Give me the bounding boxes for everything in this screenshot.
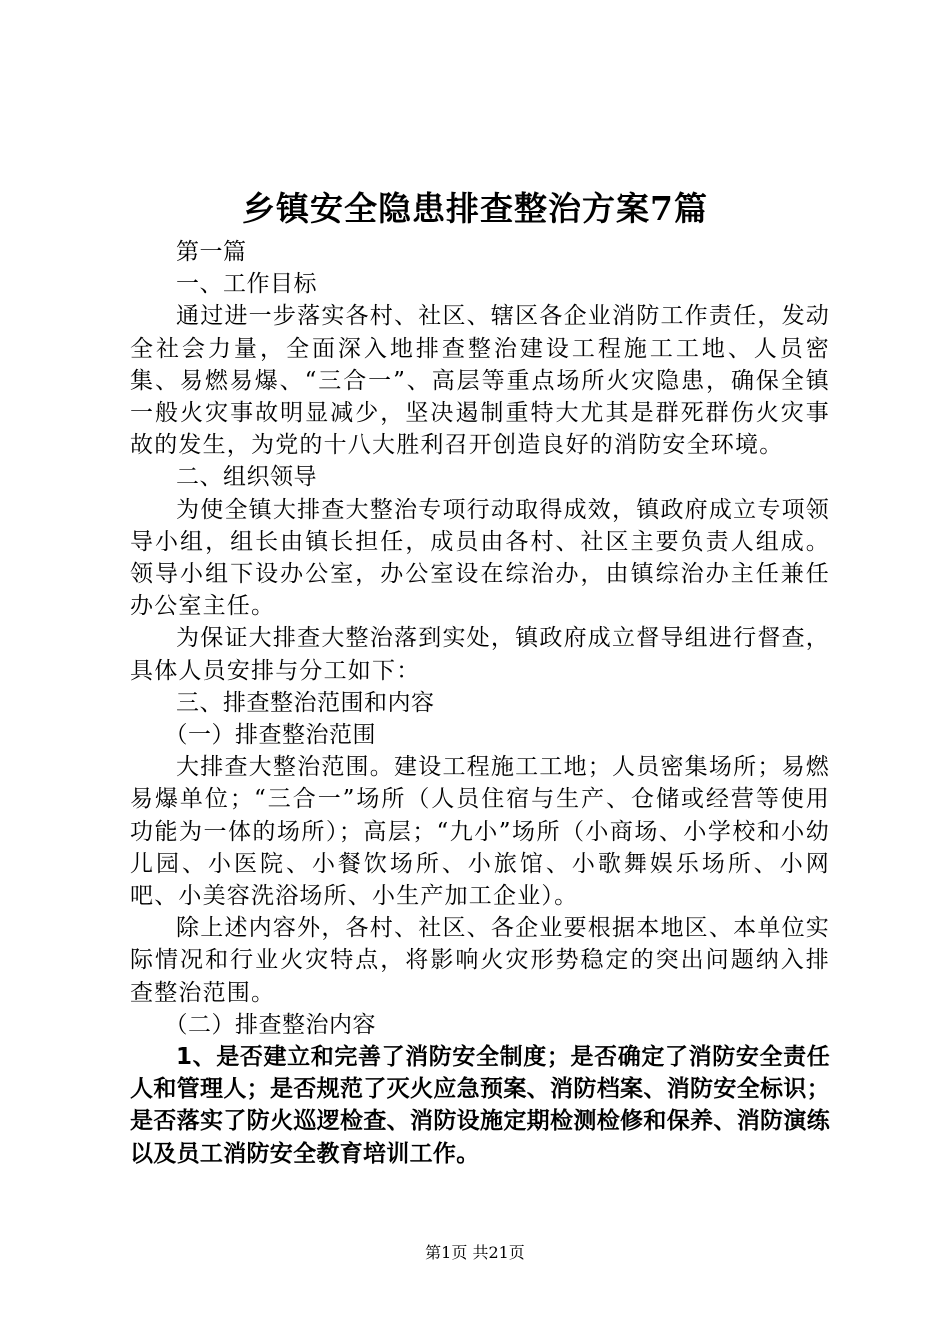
section-heading-organization: 二、组织领导 xyxy=(176,464,317,491)
paragraph-goals: 通过进一步落实各村、社区、辖区各企业消防工作责任，发动全社会力量，全面深入地排查整治建设工程施工工地、人员密集、易燃易爆、“三合一”、高层等重点场所火灾隐患，确保全镇一般火灾事故明显减少，坚决遏制重特大尤其是群死群伤火灾事故的发生，为党的十八大胜利召开创造良好的消防安全环境。 xyxy=(130,303,830,459)
document-body xyxy=(130,236,830,1170)
paragraph-scope: 大排查大整治范围。建设工程施工工地；人员密集场所；易燃易爆单位；“三合一”场所（人员住宿与生产、仓储或经营等使用功能为一体的场所）；高层；“九小”场所（小商场、小学校和小幼儿园、小医院、小餐饮场所、小旅馆、小歌舞娱乐场所、小网吧、小美容洗浴场所、小生产加工企业）。 xyxy=(130,754,830,910)
document-title: 乡镇安全隐患排查整治方案7篇 xyxy=(242,189,708,228)
subheading-scope: （一）排查整治范围 xyxy=(164,722,376,749)
paragraph-organization: 为使全镇大排查大整治专项行动取得成效，镇政府成立专项领导小组，组长由镇长担任，成员由各村、社区主要负责人组成。领导小组下设办公室，办公室设在综治办，由镇综治办主任兼任办公室主任。 xyxy=(130,496,830,620)
page-number: 第1页 共21页 xyxy=(425,1243,525,1262)
paragraph-scope-extra: 除上述内容外，各村、社区、各企业要根据本地区、本单位实际情况和行业火灾特点，将影响火灾形势稳定的突出问题纳入排查整治范围。 xyxy=(130,915,830,1006)
section-heading-goals: 一、工作目标 xyxy=(176,271,317,298)
part-label: 第一篇 xyxy=(176,239,247,265)
paragraph-content-item-1: 1、是否建立和完善了消防安全制度；是否确定了消防安全责任人和管理人；是否规范了灭火应急预案、消防档案、消防安全标识；是否落实了防火巡逻检查、消防设施定期检测检修和保养、消防演练以及员工消防安全教育培训工作。 xyxy=(130,1044,830,1167)
subheading-content: （二）排查整治内容 xyxy=(164,1011,376,1038)
paragraph-supervision: 为保证大排查大整治落到实处，镇政府成立督导组进行督查，具体人员安排与分工如下： xyxy=(130,625,830,684)
section-heading-scope: 三、排查整治范围和内容 xyxy=(176,689,435,716)
